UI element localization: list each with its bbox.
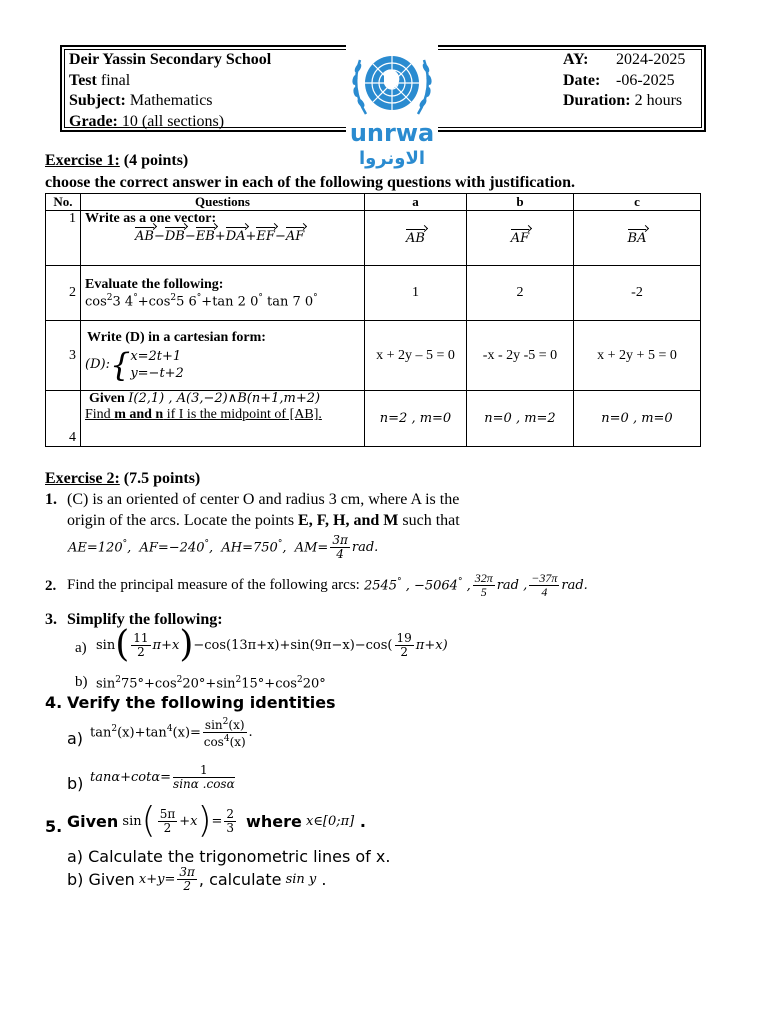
un-emblem-icon [346,40,438,170]
table-row [46,266,701,321]
p1-line2: origin of the arcs. Locate the points E, F, H, and M such that [67,512,460,529]
q4-number: 4 [46,391,81,447]
p3-b-label: b) [75,674,88,690]
test-line: Test final [69,72,131,89]
date-value: -06-2025 [616,72,675,89]
p3-b-expr: $\sin^275^\circ+\cos^220^\circ+\sin^215^\circ+\cos^220^\circ$ [96,675,326,692]
p4-a-expr: $\tan^2(x)+\tan^4(x)=$ $\frac{\sin^2(x)}{\cos^4(x)}$ . [90,717,253,749]
p3-a-label: a) [75,640,87,656]
q3-question: Write (D) in a cartesian form: (D): { x=2t+1 y=−t+2 [81,321,365,391]
q2-option-a: 1 [365,266,467,321]
ay-label: AY: [563,51,589,68]
grade-line: Grade: 10 (all sections) [69,113,225,130]
q2-option-c: -2 [574,266,701,321]
q4-given: Given I(2,1) , A(3,−2)∧B(n+1,m+2) [89,391,321,406]
date-label: Date: [563,72,601,89]
q2-expression: $\cos^23$ $4^\circ+\cos^25$ 6°+tan 2 0° tan 7 0° [85,292,318,310]
unrwa-logo [346,40,438,170]
p4-title: Verify the following identities [67,693,336,712]
svg-text:الاونروا: الاونروا [358,148,426,169]
ex1-title: Exercise 1: (4 points) [45,152,189,169]
p5-number: 5. [45,817,63,836]
header-questions: Questions [81,194,365,211]
q2-question: Evaluate the following: $\cos^23$ $4^\circ+\cos^25$ 6°+tan 2 0° tan 7 0° [81,266,365,321]
school-name: Deir Yassin Secondary School [69,51,272,68]
ex1-instruction: choose the correct answer in each of the following questions with justification. [45,174,576,191]
table-row [46,211,701,266]
subject-line: Subject: Mathematics [69,92,213,109]
q1-option-c: BA [574,211,701,266]
header-b: b [467,194,574,211]
q1-option-b: AF [467,211,574,266]
q3-system: (D): { x=2t+1 y=−t+2 [85,345,184,384]
table-header-row [46,194,701,211]
q1-vector-expr: AB−DB−EB+DA+EF−AF [135,229,305,244]
q3-number: 3 [46,321,81,391]
p5-a: a) Calculate the trigonometric lines of x. [67,847,391,866]
q1-question: Write as a one vector: AB−DB−EB+DA+EF−AF [81,211,365,266]
table-row [46,391,701,447]
p4-b-label: b) [67,774,84,793]
table-row [46,321,701,391]
p1-arcs: AE=120°, AF=−240°, AH=750°, AM= $\frac{3\pi}{4}$ rad. [68,533,379,561]
p3-number: 3. [45,611,57,628]
p3-title: Simplify the following: [67,611,223,628]
svg-text:unrwa: unrwa [349,119,435,147]
duration-line: Duration: 2 hours [563,92,683,109]
p5-b: b) Given x+y= $\frac{3\pi}{2}$ , calculate sin y . [67,865,327,893]
q3-option-a: x + 2y – 5 = 0 [365,321,467,391]
q4-option-c: n=0 , m=0 [574,391,701,447]
q4-find: Find m and n if I is the midpoint of [AB]. [85,407,322,422]
p4-b-expr: tanα+cotα= $\frac{1}{\sin\alpha .\cos\alpha}$ [90,763,235,791]
header-a: a [365,194,467,211]
q2-option-b: 2 [467,266,574,321]
header-c: c [574,194,701,211]
ay-value: 2024-2025 [616,51,686,68]
p1-line1: (C) is an oriented of center O and radius 3 cm, where A is the [67,491,460,508]
p3-a-expr: sin ( $\frac{11}{2}$ π+x ) −cos(13π+x)+sin(9π−x)−cos( $\frac{19}{2}$ π+x) [96,624,448,665]
ex2-title: Exercise 2: (7.5 points) [45,470,201,487]
p4-number: 4. [45,693,63,712]
q3-option-c: x + 2y + 5 = 0 [574,321,701,391]
p2-line: Find the principal measure of the following arcs: 2545° , −5064° , $\frac{32\pi}{5}$ rad , $\frac{-37\pi}{4}$ rad. [67,571,588,599]
header-no: No. [46,194,81,211]
p1-number: 1. [45,491,57,508]
p4-a-label: a) [67,729,84,748]
p2-number: 2. [45,578,57,594]
p5-line: Given sin ( $\frac{5\pi}{2}$ +x ) = $\frac{2}{3}$ where x∈[0;π] . [67,800,366,841]
q2-number: 2 [46,266,81,321]
q4-question [81,391,365,447]
q3-option-b: -x - 2y -5 = 0 [467,321,574,391]
q4-option-b: n=0 , m=2 [467,391,574,447]
ex1-table [45,193,701,447]
q4-option-a: n=2 , m=0 [365,391,467,447]
q1-option-a: AB [365,211,467,266]
q1-number: 1 [46,211,81,266]
